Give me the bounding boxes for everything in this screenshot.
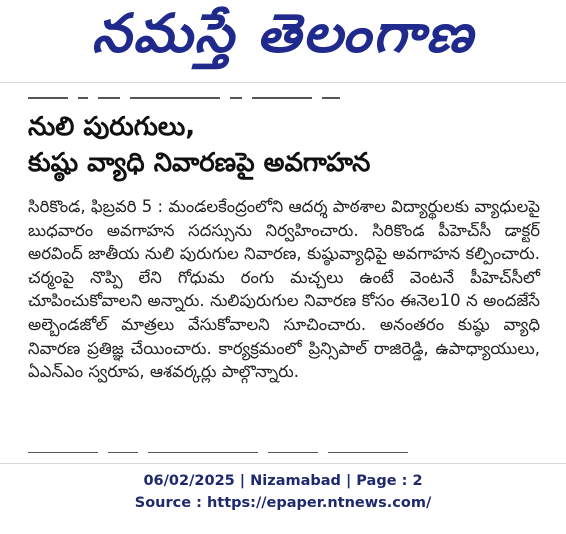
- newspaper-masthead: [0, 0, 566, 80]
- edition-info: 06/02/2025 | Nizamabad | Page : 2: [143, 473, 423, 489]
- article-headline: [28, 109, 548, 181]
- headline-line-2: కుష్ఠు వ్యాధి నివారణపై అవగాహన: [28, 148, 371, 178]
- clipping-footer: [0, 470, 566, 514]
- clipped-next-article-edge: [28, 441, 508, 453]
- clipped-previous-article-edge: [28, 85, 408, 99]
- source-link[interactable]: Source : https://epaper.ntnews.com/: [134, 495, 432, 511]
- newspaper-logo: నమస్తే తెలంగాణ: [91, 2, 475, 65]
- article-body: సిరికొండ, ఫిబ్రవరి 5 : మండలకేంద్రంలోని ఆదర్శ పాఠశాల విద్యార్థులకు వ్యాధులపై బుధవారం అవగాహన సదస్సును నిర్వహించారు. సిరికొండ పీహెచ్‌సీ డాక్టర్ అరవింద్ జాతీయ నులి పురుగుల నివారణ, కుష్ఠువ్యాధిపై అవగాహన కల్పించారు. చర్మంపై నొప్పి లేని గోధుమ రంగు మచ్చలు ఉంటే వెంటనే పీహెచ్‌సీలో చూపించుకోవాలని అన్నారు. నులిపురుగుల నివారణ కోసం ఈనెల10 న అందజేసే అల్బెండజోల్ మాత్రలు వేసుకోవాలని సూచించారు. అనంతరం కుష్ఠు వ్యాధి నివారణ ప్రతిజ్ఞ చేయించారు. కార్యక్రమంలో ప్రిన్సిపాల్ రాజిరెడ్డి, ఉపాధ్యాయులు, ఏఎన్ఎం స్వరూప, ఆశవర్కర్లు పాల్గొన్నారు.: [28, 197, 540, 382]
- article-clipping: [0, 82, 566, 464]
- headline-line-1: నులి పురుగులు,: [28, 112, 196, 142]
